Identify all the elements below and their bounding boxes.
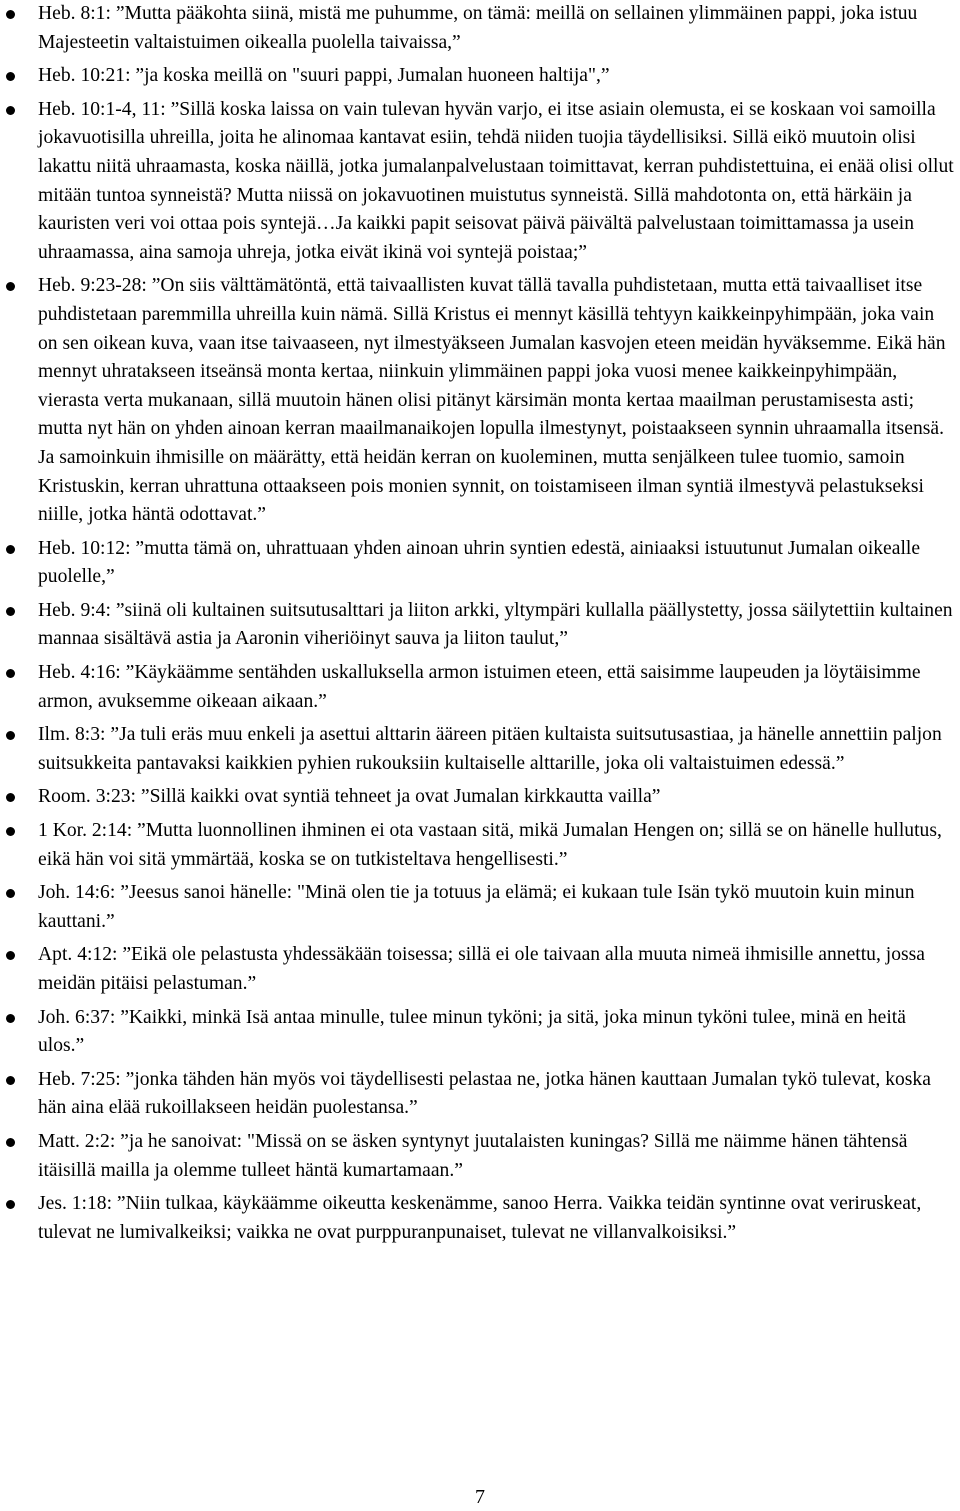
bullet-icon [6,72,15,81]
list-item [0,783,960,812]
bullet-icon [6,669,15,678]
list-item [0,272,960,529]
list-item [0,1066,960,1123]
list-item-text: Joh. 14:6: ”Jeesus sanoi hänelle: "Minä olen tie ja totuus ja elämä; ei kukaan tule Isän tykö muutoin kuin minun kauttani.” [38,882,915,932]
list-item [0,817,960,874]
bullet-icon [6,1076,15,1085]
bullet-icon [6,951,15,960]
bullet-icon [6,545,15,554]
list-item-text: Heb. 7:25: ”jonka tähden hän myös voi täydellisesti pelastaa ne, jotka hänen kauttaan Jumalan tykö tulevat, koska hän aina elää rukoillakseen heidän puolestansa.” [38,1068,931,1119]
list-item-text: Room. 3:23: ”Sillä kaikki ovat syntiä tehneet ja ovat Jumalan kirkkautta vailla” [38,786,661,808]
list-item-text: Heb. 9:23-28: ”On siis välttämätöntä, että taivaallisten kuvat tällä tavalla puhdistetaan, mutta että taivaalliset itse puhdistetaan paremmilla uhreilla kuin nämä. Sillä Kristus ei mennyt käsillä tehtyyn kaikkeinpyhimpään, joka vain on sen oikean kuva, vaan itse taivaaseen, nyt ilmestyäkseen Jumalan kasvojen eteen meidän hyväksemme. Eikä hän mennyt uhratakseen itseänsä monta kertaa, niinkuin ylimmäinen pappi joka vuosi menee kaikkeinpyhimpään, vierasta verta mukanaan, sillä muutoin hänen olisi pitänyt kärsimän monta kertaa maailman perustamisesta asti; mutta nyt hän on yhden ainoan kerran maailmanaikojen lopulla ilmestynyt, poistaakseen synnin uhraamalla itsensä. Ja samoinkuin ihmisille on määrätty, että heidän kerran on kuoleminen, mutta senjälkeen tulee tuomio, samoin Kristuskin, kerran uhrattuna ottaakseen pois monien synnit, on toistamiseen ilman syntiä ilmestyvä pelastukseksi niille, jotka häntä odottavat.” [38,275,946,526]
list-item-text: 1 Kor. 2:14: ”Mutta luonnollinen ihminen ei ota vastaan sitä, mikä Jumalan Hengen on; sillä se on hänelle hullutus, eikä hän voi sitä ymmärtää, koska se on tutkisteltava hengellisesti.” [38,820,942,870]
list-item [0,597,960,654]
bullet-icon [6,1014,15,1023]
bullet-icon [6,793,15,802]
bullet-icon [6,1138,15,1147]
bullet-icon [6,1200,15,1209]
page-number: 7 [475,1486,485,1508]
list-item [0,1190,960,1247]
list-item-text: Matt. 2:2: ”ja he sanoivat: "Missä on se äsken syntynyt juutalaisten kuningas? Sillä me näimme hänen tähtensä itäisillä mailla ja olemme tulleet häntä kumartamaan.” [38,1130,908,1181]
bullet-icon [6,106,15,115]
list-item [0,0,960,57]
bullet-icon [6,282,15,291]
list-item-text: Joh. 6:37: ”Kaikki, minkä Isä antaa minulle, tulee minun tyköni; ja sitä, joka minun tyköni tulee, minä en heitä ulos.” [38,1006,906,1057]
bullet-icon [6,10,15,19]
list-item-text: Heb. 10:1-4, 11: ”Sillä koska laissa on vain tulevan hyvän varjo, ei itse asiain olemusta, ei se koskaan voi samoilla jokavuotisilla uhreilla, joita he alinomaa kantavat esiin, tehdä niiden tuojia täydellisiksi. Sillä eikö muutoin olisi lakattu niitä uhraamasta, koska näillä, jotka jumalanpalvelustaan toimittavat, kerran puhdistettuina, ei enää olisi ollut mitään tuntoa synneistä? Mutta niissä on jokavuotinen muistutus synneistä. Sillä mahdotonta on, että härkäin ja kauristen veri voi ottaa pois syntejä…Ja kaikki papit seisovat päivä päivältä palvelustaan toimittamassa ja usein uhraamassa, aina samoja uhreja, jotka eivät ikinä voi syntejä poistaa;” [38,98,954,263]
list-item [0,721,960,778]
list-item-text: Heb. 8:1: ”Mutta pääkohta siinä, mistä me puhumme, on tämä: meillä on sellainen ylimmäinen pappi, joka istuu Majesteetin valtaistuimen oikealla puolella taivaissa,” [38,3,918,53]
list-item-text: Heb. 10:12: ”mutta tämä on, uhrattuaan yhden ainoan uhrin syntien edestä, ainiaaksi istuutunut Jumalan oikealle puolelle,” [38,537,921,588]
list-item-text: Heb. 10:21: ”ja koska meillä on "suuri pappi, Jumalan huoneen haltija",” [38,65,610,87]
list-item [0,62,960,91]
bullet-icon [6,731,15,740]
bullet-icon [6,889,15,898]
list-item-text: Ilm. 8:3: ”Ja tuli eräs muu enkeli ja asettui alttarin ääreen pitäen kultaista suitsutusastiaa, ja hänelle annettiin paljon suitsukkeita pantavaksi kaikkien pyhien rukouksiin kultaiselle alttarille, joka oli valtaistuimen edessä.” [38,724,942,774]
list-item [0,659,960,716]
list-item-text: Jes. 1:18: ”Niin tulkaa, käykäämme oikeutta keskenämme, sanoo Herra. Vaikka teidän syntinne ovat veriruskeat, tulevat ne lumivalkeiksi; vaikka ne ovat purppuranpunaiset, tulevat ne villanvalkoisiksi.” [38,1193,922,1243]
list-item [0,941,960,998]
list-item-text: Heb. 4:16: ”Käykäämme sentähden uskalluksella armon istuimen eteen, että saisimme laupeuden ja löytäisimme armon, avuksemme oikeaan aikaan.” [38,662,921,712]
list-item [0,1128,960,1185]
list-item [0,1004,960,1061]
bullet-icon [6,827,15,836]
list-item [0,879,960,936]
list-item [0,535,960,592]
bullet-icon [6,607,15,616]
list-item-text: Heb. 9:4: ”siinä oli kultainen suitsutusalttari ja liiton arkki, yltympäri kullalla päällystetty, jossa säilytettiin kultainen mannaa sisältävä astia ja Aaronin viheriöinyt sauva ja liiton taulut,” [38,599,953,650]
list-item [0,96,960,268]
list-item-text: Apt. 4:12: ”Eikä ole pelastusta yhdessäkään toisessa; sillä ei ole taivaan alla muuta nimeä ihmisille annettu, jossa meidän pitäisi pelastuman.” [38,944,925,994]
